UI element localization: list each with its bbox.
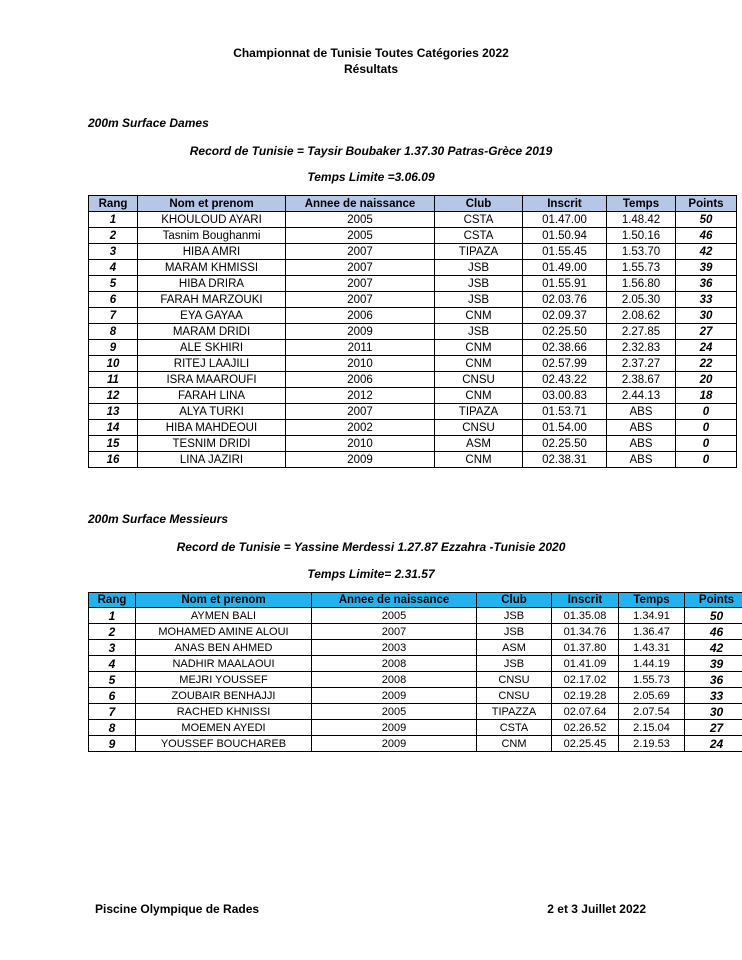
cell-rang: 6	[89, 292, 138, 308]
cell-rang: 3	[89, 244, 138, 260]
cell-temps: 1.34.91	[619, 608, 685, 624]
limit-dames: Temps Limite =3.06.09	[307, 170, 435, 184]
cell-inscrit: 01.55.91	[523, 276, 607, 292]
cell-annee: 2012	[286, 388, 435, 404]
cell-temps: 2.15.04	[619, 720, 685, 736]
record-dames: Record de Tunisie = Taysir Boubaker 1.37.30 Patras-Grèce 2019	[189, 144, 553, 158]
section-heading-messieurs: 200m Surface Messieurs	[88, 512, 229, 526]
cell-annee: 2009	[286, 324, 435, 340]
cell-rang: 4	[89, 260, 138, 276]
cell-points: 0	[676, 404, 737, 420]
cell-temps: 1.36.47	[619, 624, 685, 640]
cell-rang: 13	[89, 404, 138, 420]
cell-nom: EYA GAYAA	[138, 308, 286, 324]
cell-nom: MARAM KHMISSI	[138, 260, 286, 276]
cell-points: 0	[676, 420, 737, 436]
cell-club: JSB	[477, 624, 552, 640]
column-header-nom: Nom et prenom	[138, 196, 286, 212]
cell-nom: MEJRI YOUSSEF	[136, 672, 312, 688]
cell-rang: 8	[89, 324, 138, 340]
cell-annee: 2011	[286, 340, 435, 356]
page-subtitle: Résultats	[343, 62, 399, 76]
cell-annee: 2007	[286, 292, 435, 308]
cell-inscrit: 01.49.00	[523, 260, 607, 276]
cell-temps: 2.08.62	[607, 308, 676, 324]
cell-nom: Tasnim Boughanmi	[138, 228, 286, 244]
cell-club: TIPAZA	[435, 404, 523, 420]
cell-points: 22	[676, 356, 737, 372]
cell-club: CNSU	[477, 672, 552, 688]
cell-inscrit: 02.03.76	[523, 292, 607, 308]
table-row	[89, 244, 737, 260]
section-heading-dames: 200m Surface Dames	[88, 116, 209, 130]
cell-inscrit: 01.47.00	[523, 212, 607, 228]
cell-temps: ABS	[607, 452, 676, 468]
cell-points: 39	[676, 260, 737, 276]
cell-nom: NADHIR MAALAOUI	[136, 656, 312, 672]
cell-rang: 1	[89, 608, 136, 624]
cell-temps: 1.50.16	[607, 228, 676, 244]
cell-club: ASM	[435, 436, 523, 452]
cell-rang: 6	[89, 688, 136, 704]
table-row	[89, 388, 737, 404]
column-header-inscrit: Inscrit	[523, 196, 607, 212]
cell-points: 18	[676, 388, 737, 404]
cell-club: JSB	[435, 324, 523, 340]
cell-club: TIPAZZA	[477, 704, 552, 720]
cell-points: 33	[685, 688, 742, 704]
cell-points: 36	[685, 672, 742, 688]
cell-annee: 2007	[312, 624, 477, 640]
cell-temps: ABS	[607, 436, 676, 452]
column-header-temps: Temps	[607, 196, 676, 212]
cell-rang: 9	[89, 736, 136, 752]
cell-rang: 7	[89, 704, 136, 720]
cell-inscrit: 02.57.99	[523, 356, 607, 372]
cell-annee: 2002	[286, 420, 435, 436]
cell-nom: RACHED KHNISSI	[136, 704, 312, 720]
cell-club: JSB	[477, 656, 552, 672]
cell-points: 30	[676, 308, 737, 324]
cell-nom: RITEJ LAAJILI	[138, 356, 286, 372]
cell-temps: 2.38.67	[607, 372, 676, 388]
cell-club: ASM	[477, 640, 552, 656]
cell-inscrit: 02.25.50	[523, 436, 607, 452]
limit-messieurs: Temps Limite= 2.31.57	[307, 567, 435, 581]
cell-points: 42	[676, 244, 737, 260]
table-row	[89, 608, 742, 624]
cell-annee: 2010	[286, 356, 435, 372]
cell-club: CNM	[435, 356, 523, 372]
column-header-rang: Rang	[89, 593, 136, 608]
table-row	[89, 436, 737, 452]
cell-annee: 2007	[286, 244, 435, 260]
cell-nom: MOHAMED AMINE ALOUI	[136, 624, 312, 640]
table-header-row	[89, 196, 737, 212]
cell-annee: 2006	[286, 308, 435, 324]
table-row	[89, 292, 737, 308]
cell-club: JSB	[477, 608, 552, 624]
cell-points: 50	[676, 212, 737, 228]
cell-rang: 5	[89, 276, 138, 292]
cell-nom: FARAH MARZOUKI	[138, 292, 286, 308]
cell-annee: 2010	[286, 436, 435, 452]
cell-temps: 1.55.73	[619, 672, 685, 688]
column-header-points: Points	[676, 196, 737, 212]
column-header-inscrit: Inscrit	[552, 593, 619, 608]
cell-club: CNM	[435, 388, 523, 404]
table-row	[89, 372, 737, 388]
cell-annee: 2009	[312, 736, 477, 752]
cell-temps: 1.56.80	[607, 276, 676, 292]
table-row	[89, 340, 737, 356]
cell-temps: 2.27.85	[607, 324, 676, 340]
cell-nom: MOEMEN AYEDI	[136, 720, 312, 736]
cell-club: CSTA	[477, 720, 552, 736]
cell-rang: 4	[89, 656, 136, 672]
table-row	[89, 452, 737, 468]
cell-temps: 2.05.69	[619, 688, 685, 704]
cell-rang: 16	[89, 452, 138, 468]
cell-nom: MARAM DRIDI	[138, 324, 286, 340]
cell-inscrit: 02.38.31	[523, 452, 607, 468]
footer-venue: Piscine Olympique de Rades	[95, 902, 260, 916]
table-row	[89, 324, 737, 340]
cell-nom: ANAS BEN AHMED	[136, 640, 312, 656]
cell-annee: 2008	[312, 672, 477, 688]
cell-annee: 2008	[312, 656, 477, 672]
cell-temps: 2.44.13	[607, 388, 676, 404]
cell-nom: ALE SKHIRI	[138, 340, 286, 356]
cell-rang: 2	[89, 624, 136, 640]
cell-nom: KHOULOUD AYARI	[138, 212, 286, 228]
cell-temps: 1.55.73	[607, 260, 676, 276]
cell-rang: 3	[89, 640, 136, 656]
cell-inscrit: 02.43.22	[523, 372, 607, 388]
cell-temps: 1.53.70	[607, 244, 676, 260]
table-row	[89, 228, 737, 244]
cell-inscrit: 02.19.28	[552, 688, 619, 704]
column-header-temps: Temps	[619, 593, 685, 608]
cell-club: CNSU	[477, 688, 552, 704]
cell-club: JSB	[435, 276, 523, 292]
results-table-dames	[88, 195, 737, 468]
cell-inscrit: 02.07.64	[552, 704, 619, 720]
table-row	[89, 688, 742, 704]
cell-club: CNSU	[435, 420, 523, 436]
cell-inscrit: 02.17.02	[552, 672, 619, 688]
cell-nom: ALYA TURKI	[138, 404, 286, 420]
cell-rang: 12	[89, 388, 138, 404]
cell-rang: 5	[89, 672, 136, 688]
cell-inscrit: 02.25.45	[552, 736, 619, 752]
cell-rang: 14	[89, 420, 138, 436]
cell-nom: HIBA AMRI	[138, 244, 286, 260]
cell-annee: 2007	[286, 404, 435, 420]
table-row	[89, 308, 737, 324]
cell-temps: 1.48.42	[607, 212, 676, 228]
cell-points: 36	[676, 276, 737, 292]
cell-temps: 2.05.30	[607, 292, 676, 308]
column-header-points: Points	[685, 593, 742, 608]
column-header-club: Club	[435, 196, 523, 212]
cell-club: CNM	[435, 452, 523, 468]
table-row	[89, 720, 742, 736]
cell-points: 33	[676, 292, 737, 308]
cell-club: CNM	[435, 340, 523, 356]
cell-nom: YOUSSEF BOUCHAREB	[136, 736, 312, 752]
cell-inscrit: 01.54.00	[523, 420, 607, 436]
cell-club: CNM	[477, 736, 552, 752]
page-title: Championnat de Tunisie Toutes Catégories 2022	[233, 46, 509, 60]
cell-nom: ZOUBAIR BENHAJJI	[136, 688, 312, 704]
cell-temps: ABS	[607, 420, 676, 436]
cell-rang: 2	[89, 228, 138, 244]
cell-points: 46	[676, 228, 737, 244]
cell-rang: 8	[89, 720, 136, 736]
table-row	[89, 212, 737, 228]
cell-club: CNM	[435, 308, 523, 324]
cell-points: 27	[685, 720, 742, 736]
cell-temps: 2.19.53	[619, 736, 685, 752]
cell-inscrit: 01.35.08	[552, 608, 619, 624]
cell-nom: HIBA DRIRA	[138, 276, 286, 292]
cell-nom: ISRA MAAROUFI	[138, 372, 286, 388]
cell-club: CSTA	[435, 212, 523, 228]
cell-inscrit: 02.38.66	[523, 340, 607, 356]
cell-annee: 2007	[286, 260, 435, 276]
results-table-messieurs	[88, 592, 742, 752]
cell-rang: 15	[89, 436, 138, 452]
cell-annee: 2009	[312, 720, 477, 736]
table-row	[89, 624, 742, 640]
table-row	[89, 672, 742, 688]
cell-club: JSB	[435, 292, 523, 308]
cell-temps: 2.37.27	[607, 356, 676, 372]
cell-annee: 2005	[312, 704, 477, 720]
cell-rang: 10	[89, 356, 138, 372]
cell-nom: AYMEN BALI	[136, 608, 312, 624]
cell-inscrit: 01.50.94	[523, 228, 607, 244]
cell-nom: LINA JAZIRI	[138, 452, 286, 468]
cell-temps: 1.43.31	[619, 640, 685, 656]
cell-annee: 2006	[286, 372, 435, 388]
table-row	[89, 736, 742, 752]
cell-annee: 2003	[312, 640, 477, 656]
cell-inscrit: 01.37.80	[552, 640, 619, 656]
cell-points: 0	[676, 452, 737, 468]
cell-points: 27	[676, 324, 737, 340]
cell-rang: 1	[89, 212, 138, 228]
column-header-annee: Annee de naissance	[286, 196, 435, 212]
cell-points: 20	[676, 372, 737, 388]
cell-points: 39	[685, 656, 742, 672]
cell-temps: 2.07.54	[619, 704, 685, 720]
footer-dates: 2 et 3 Juillet 2022	[547, 902, 646, 916]
cell-points: 42	[685, 640, 742, 656]
cell-nom: FARAH LINA	[138, 388, 286, 404]
cell-inscrit: 01.55.45	[523, 244, 607, 260]
cell-points: 50	[685, 608, 742, 624]
table-row	[89, 260, 737, 276]
table-row	[89, 276, 737, 292]
cell-inscrit: 01.53.71	[523, 404, 607, 420]
cell-temps: 1.44.19	[619, 656, 685, 672]
cell-nom: HIBA MAHDEOUI	[138, 420, 286, 436]
column-header-club: Club	[477, 593, 552, 608]
cell-points: 24	[676, 340, 737, 356]
column-header-annee: Annee de naissance	[312, 593, 477, 608]
cell-inscrit: 02.25.50	[523, 324, 607, 340]
cell-nom: TESNIM DRIDI	[138, 436, 286, 452]
cell-annee: 2005	[286, 228, 435, 244]
cell-points: 30	[685, 704, 742, 720]
cell-temps: 2.32.83	[607, 340, 676, 356]
table-row	[89, 404, 737, 420]
cell-club: CSTA	[435, 228, 523, 244]
cell-points: 24	[685, 736, 742, 752]
table-header-row	[89, 593, 742, 608]
cell-club: CNSU	[435, 372, 523, 388]
cell-temps: ABS	[607, 404, 676, 420]
table-row	[89, 640, 742, 656]
table-row	[89, 656, 742, 672]
column-header-nom: Nom et prenom	[136, 593, 312, 608]
cell-inscrit: 01.41.09	[552, 656, 619, 672]
cell-annee: 2005	[312, 608, 477, 624]
cell-inscrit: 01.34.76	[552, 624, 619, 640]
cell-points: 0	[676, 436, 737, 452]
cell-annee: 2009	[286, 452, 435, 468]
column-header-rang: Rang	[89, 196, 138, 212]
cell-rang: 11	[89, 372, 138, 388]
table-row	[89, 704, 742, 720]
cell-rang: 9	[89, 340, 138, 356]
cell-club: JSB	[435, 260, 523, 276]
cell-annee: 2007	[286, 276, 435, 292]
cell-points: 46	[685, 624, 742, 640]
cell-inscrit: 03.00.83	[523, 388, 607, 404]
cell-annee: 2005	[286, 212, 435, 228]
record-messieurs: Record de Tunisie = Yassine Merdessi 1.27.87 Ezzahra -Tunisie 2020	[176, 540, 566, 554]
table-row	[89, 356, 737, 372]
cell-rang: 7	[89, 308, 138, 324]
cell-inscrit: 02.09.37	[523, 308, 607, 324]
table-row	[89, 420, 737, 436]
cell-annee: 2009	[312, 688, 477, 704]
cell-club: TIPAZA	[435, 244, 523, 260]
cell-inscrit: 02.26.52	[552, 720, 619, 736]
